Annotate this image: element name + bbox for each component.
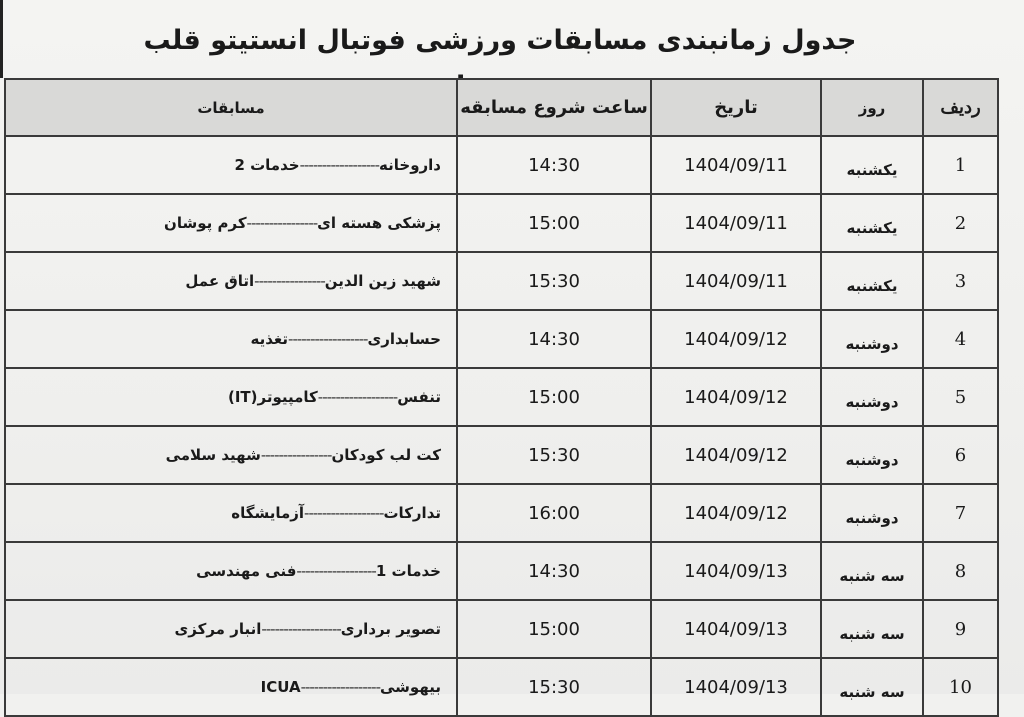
- match-separator: ----------------: [254, 272, 325, 290]
- match-separator: ------------------: [261, 620, 341, 638]
- team-home: تدارکات: [383, 504, 441, 522]
- team-away: ICUA: [260, 678, 301, 696]
- cell-date: 1404/09/11: [651, 194, 821, 252]
- cell-day: دوشنبه: [821, 368, 923, 426]
- cell-match: [5, 368, 457, 426]
- match-separator: ------------------: [300, 678, 380, 696]
- team-away: انبار مرکزی: [174, 620, 262, 638]
- cell-start-time: 14:30: [457, 310, 651, 368]
- cell-date: 1404/09/11: [651, 252, 821, 310]
- cell-start-time: 15:00: [457, 368, 651, 426]
- cell-match: [5, 600, 457, 658]
- cell-row-number: 2: [923, 194, 998, 252]
- cell-date: 1404/09/12: [651, 368, 821, 426]
- table-row: [5, 658, 998, 716]
- table-row: [5, 252, 998, 310]
- header-day: روز: [821, 79, 923, 136]
- cell-row-number: 7: [923, 484, 998, 542]
- table-row: [5, 194, 998, 252]
- cell-day: سه شنبه: [821, 542, 923, 600]
- cell-match: [5, 136, 457, 194]
- match-separator: ----------------: [246, 214, 318, 232]
- team-home: شهید زین الدین: [324, 272, 441, 290]
- match-line: [21, 504, 441, 522]
- cell-row-number: 5: [923, 368, 998, 426]
- header-date: تاریخ: [651, 79, 821, 136]
- team-away: آزمایشگاه: [231, 504, 305, 522]
- cell-day: دوشنبه: [821, 310, 923, 368]
- cell-start-time: 15:30: [457, 658, 651, 716]
- cell-day: یکشنبه: [821, 136, 923, 194]
- cell-match: [5, 484, 457, 542]
- cell-start-time: 15:00: [457, 194, 651, 252]
- team-away: کرم پوشان: [164, 214, 247, 232]
- match-line: [21, 156, 441, 174]
- cell-row-number: 8: [923, 542, 998, 600]
- cell-date: 1404/09/12: [651, 310, 821, 368]
- cell-day: یکشنبه: [821, 194, 923, 252]
- cell-match: [5, 194, 457, 252]
- match-line: [21, 214, 441, 232]
- cell-row-number: 3: [923, 252, 998, 310]
- match-line: [21, 330, 441, 348]
- match-line: [21, 272, 441, 290]
- cell-day: دوشنبه: [821, 426, 923, 484]
- match-separator: ------------------: [299, 156, 380, 174]
- cell-start-time: 15:30: [457, 252, 651, 310]
- cell-date: 1404/09/12: [651, 484, 821, 542]
- header-matches: مسابقات: [5, 79, 457, 136]
- cell-date: 1404/09/13: [651, 542, 821, 600]
- cell-date: 1404/09/13: [651, 600, 821, 658]
- match-line: [21, 678, 441, 696]
- cell-day: سه شنبه: [821, 658, 923, 716]
- cell-row-number: 6: [923, 426, 998, 484]
- team-away: تغذیه: [250, 330, 289, 348]
- cell-day: یکشنبه: [821, 252, 923, 310]
- team-home: پزشکی هسته ای: [317, 214, 441, 232]
- team-home: خدمات 1: [375, 562, 441, 580]
- cell-start-time: 16:00: [457, 484, 651, 542]
- team-away: اتاق عمل: [185, 272, 255, 290]
- match-line: [21, 388, 441, 406]
- team-home: حسابداری: [367, 330, 441, 348]
- cell-day: سه شنبه: [821, 600, 923, 658]
- cell-date: 1404/09/12: [651, 426, 821, 484]
- page-title: جدول زمانبندی مسابقات ورزشی فوتبال انستیتو قلب: [143, 25, 857, 56]
- table-row: [5, 542, 998, 600]
- cell-row-number: 1: [923, 136, 998, 194]
- team-away: خدمات 2: [234, 156, 300, 174]
- team-away: شهید سلامی: [165, 446, 261, 464]
- match-line: [21, 562, 441, 580]
- table-row: [5, 136, 998, 194]
- cell-match: [5, 426, 457, 484]
- team-home: تنفس: [397, 388, 441, 406]
- match-separator: ------------------: [296, 562, 376, 580]
- cell-start-time: 15:30: [457, 426, 651, 484]
- table-row: [5, 368, 998, 426]
- team-home: کت لب کودکان: [331, 446, 441, 464]
- table-row: [5, 484, 998, 542]
- match-separator: ------------------: [288, 330, 368, 348]
- cell-match: [5, 658, 457, 716]
- cell-row-number: 10: [923, 658, 998, 716]
- cell-date: 1404/09/13: [651, 658, 821, 716]
- cell-match: [5, 252, 457, 310]
- margin-line: [0, 0, 3, 78]
- cell-row-number: 4: [923, 310, 998, 368]
- cell-start-time: 15:00: [457, 600, 651, 658]
- table-row: [5, 600, 998, 658]
- cell-day: دوشنبه: [821, 484, 923, 542]
- team-home: بیهوشی: [380, 678, 441, 696]
- match-line: [21, 620, 441, 638]
- cell-date: 1404/09/11: [651, 136, 821, 194]
- cell-start-time: 14:30: [457, 136, 651, 194]
- team-away: کامپیوتر(IT): [227, 388, 318, 406]
- cell-match: [5, 542, 457, 600]
- table-header-row: [5, 79, 998, 136]
- match-line: [21, 446, 441, 464]
- team-home: داروخانه: [379, 156, 441, 174]
- cell-match: [5, 310, 457, 368]
- match-separator: ----------------: [260, 446, 332, 464]
- header-row-number: ردیف: [923, 79, 998, 136]
- table-row: [5, 310, 998, 368]
- schedule-table: [4, 78, 999, 717]
- table-row: [5, 426, 998, 484]
- team-home: تصویر برداری: [340, 620, 441, 638]
- match-separator: ------------------: [317, 388, 398, 406]
- team-away: فنی مهندسی: [196, 562, 297, 580]
- cell-row-number: 9: [923, 600, 998, 658]
- cell-start-time: 14:30: [457, 542, 651, 600]
- match-separator: ------------------: [304, 504, 384, 522]
- header-start-time: ساعت شروع مسابقه: [457, 79, 651, 136]
